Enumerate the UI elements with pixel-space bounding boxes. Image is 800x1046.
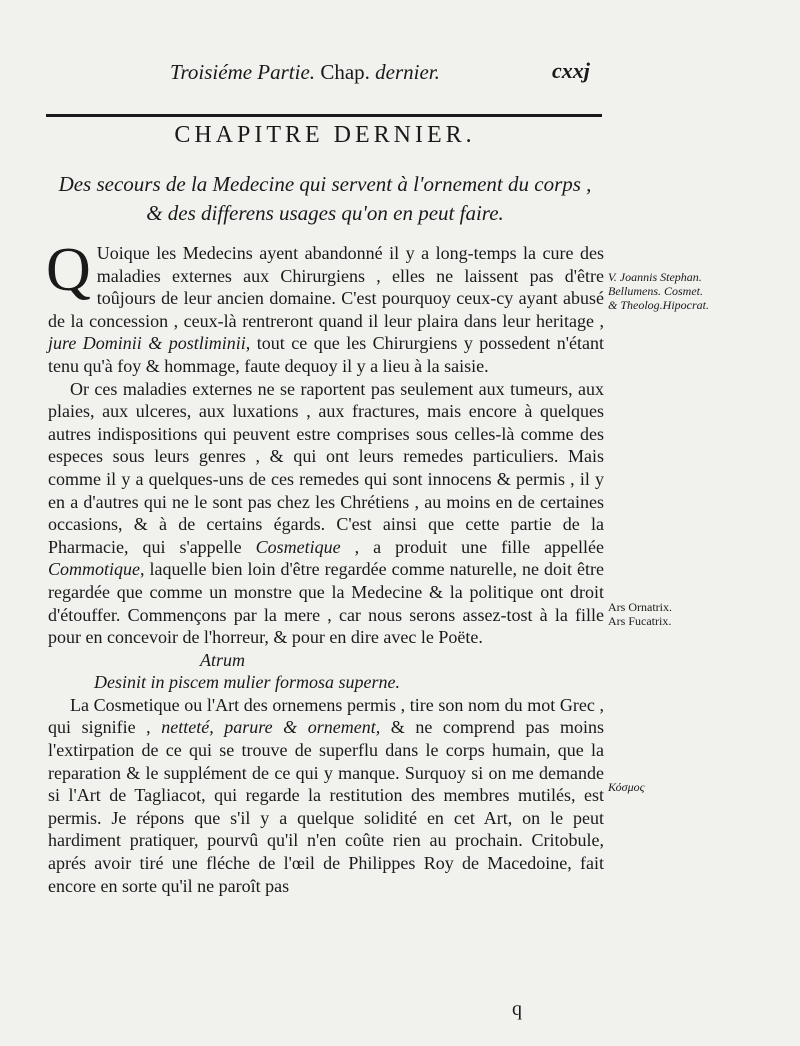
verse-line-1: Atrum bbox=[200, 649, 245, 670]
p2-text-c: , laquelle bien loin d'être regardée comme naturelle, ne doit être regardée que comme un monstre que la Medecine & la politique ont droit d'étouffer. Commençons par la mere , car nous serons assez-tost à la fille pour en concevoir de l'horreur, & pour en dire avec le Poëte. bbox=[48, 559, 604, 648]
margin-note-1-line-2: Bellumens. Cosmet. bbox=[608, 284, 703, 298]
p1-text-a: Uoique les Medecins ayent abandonné il y a long-temps la cure des maladies externes aux Chirurgiens , elles ne laissent pas d'être toûjours de leur ancien domaine. C'est pourquoy ceux-cy ayant abusé de la concession , ceux-là rentreront quand il leur plaira dans leur heritage , bbox=[48, 243, 604, 331]
paragraph-2 bbox=[48, 378, 604, 649]
running-head-chap: Chap. bbox=[320, 60, 370, 84]
page-header bbox=[0, 52, 800, 92]
margin-note-greek: Κόσμος bbox=[608, 780, 645, 794]
margin-note-1-line-3: & Theolog.Hipocrat. bbox=[608, 298, 709, 312]
chapter-title: CHAPITRE DERNIER. bbox=[174, 122, 476, 148]
paragraph-1 bbox=[46, 236, 605, 378]
p2-commotique: Commotique bbox=[48, 559, 140, 580]
margin-note-arts bbox=[608, 600, 798, 628]
p2-text-b: , a produit une fille appellée bbox=[354, 536, 605, 557]
body-text bbox=[46, 236, 605, 897]
header-rule bbox=[46, 114, 602, 117]
catchword: q bbox=[512, 998, 522, 1020]
p2-cosmetique: Cosmetique bbox=[255, 536, 341, 557]
running-head bbox=[170, 60, 440, 85]
page-number: cxxj bbox=[552, 58, 590, 83]
margin-note-1-line-1: V. Joannis Stephan. bbox=[608, 270, 702, 284]
running-head-part: Troisiéme Partie. bbox=[170, 60, 316, 84]
p1-text-b: , tout ce que les Chirurgiens y possedent n'étant tenu qu'à foy & hommage, faute dequoy il y a lieu à la saisie. bbox=[48, 333, 605, 376]
margin-note-2-line-2: Ars Fucatrix. bbox=[608, 614, 672, 628]
p3-text-b: & ne comprend pas moins l'extirpation de ce qui se trouve de superflu dans le corps humain, que la reparation & le supplément de ce qui y manque. Surquoy si on me demande si l'Art de Tagliacot, qui regarde la restitution des membres mutilés, est permis. Je répons que s'il y a quelque solidité en cet Art, on le peut hardiment pratiquer, pourvû qu'il n'en coûte rien au prochain. Critobule, aprés avoir tiré une fléche de l'œil de Philippes Roy de Macedoine, fait encore en sorte qu'il ne paroît pas bbox=[48, 717, 605, 896]
p1-latin: jure Dominii & postliminii bbox=[48, 333, 246, 354]
subtitle-line-2: & des differens usages qu'on en peut faire. bbox=[146, 201, 504, 225]
subtitle-line-1: Des secours de la Medecine qui servent à l'ornement du corps , bbox=[58, 172, 592, 196]
verse-line-2: Desinit in piscem mulier formosa superne. bbox=[94, 672, 400, 693]
drop-cap: Q bbox=[46, 236, 91, 304]
paragraph-3 bbox=[48, 694, 604, 897]
p3-text-a: La Cosmetique ou l'Art des ornemens permis , tire son nom du mot Grec , qui signifie , bbox=[48, 694, 604, 738]
p2-text-a: Or ces maladies externes ne se raportent pas seulement aux tumeurs, aux plaies, aux ulceres, aux luxations , aux fractures, mais encore à quelques autres indispositions qui peuvent estre comprises sous celles-là comme des especes sous leurs genres , & qui ont leurs remedes particuliers. Mais comme il y a quelques-uns de ces remedes qui sont innocens & permis , il y en a d'autres qui ne le sont pas chez les Chrétiens , au moins en de certaines occasions, & à de certains égards. C'est ainsi que cette partie de la Pharmacie, qui s'appelle bbox=[48, 378, 604, 557]
running-head-dernier: dernier. bbox=[375, 60, 440, 84]
p3-italic: netteté, parure & ornement, bbox=[161, 717, 381, 738]
margin-note-reference bbox=[608, 270, 798, 312]
margin-note-2-line-1: Ars Ornatrix. bbox=[608, 600, 672, 614]
chapter-subtitle bbox=[48, 170, 602, 228]
